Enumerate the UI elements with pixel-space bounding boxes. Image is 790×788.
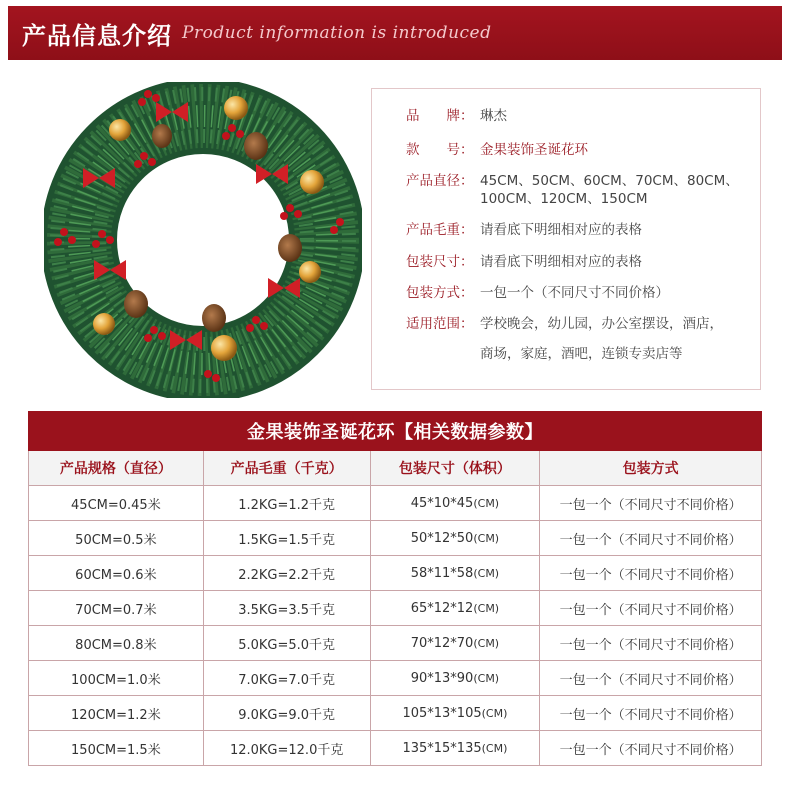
cell-pack: 一包一个（不同尺寸不同价格）: [540, 696, 762, 730]
info-value: 金果装饰圣诞花环: [480, 142, 588, 158]
cell-pack: 一包一个（不同尺寸不同价格）: [540, 731, 762, 765]
cell-spec: 150CM=1.5米: [29, 731, 204, 765]
cell-size-unit: (CM): [473, 636, 500, 650]
cell-weight: 7.0KG=7.0千克: [204, 661, 371, 695]
info-brand: [406, 107, 750, 125]
info-label: 产品直径：: [406, 173, 474, 189]
cell-size: [371, 731, 541, 765]
cell-size-value: 65*12*12: [410, 600, 474, 616]
info-label: 包装方式：: [406, 285, 474, 301]
spec-table-title: 金果装饰圣诞花环【相关数据参数】: [28, 411, 762, 451]
cell-size-unit: (CM): [473, 671, 500, 685]
header-pack: 包装方式: [540, 451, 762, 485]
info-label: [406, 345, 480, 363]
header-weight: 产品毛重（千克）: [204, 451, 371, 485]
cell-weight: 9.0KG=9.0千克: [204, 696, 371, 730]
info-usage: [406, 315, 750, 333]
cell-spec: 60CM=0.6米: [29, 556, 204, 590]
cell-size-unit: (CM): [473, 531, 500, 545]
cell-weight: 2.2KG=2.2千克: [204, 556, 371, 590]
cell-size-unit: (CM): [473, 601, 500, 615]
table-row: [28, 486, 762, 521]
cell-weight: 1.2KG=1.2千克: [204, 486, 371, 520]
header-banner: [8, 6, 782, 60]
cell-size-value: 90*13*90: [410, 670, 474, 686]
cell-size-unit: (CM): [473, 566, 500, 580]
info-model: [406, 141, 750, 159]
info-package-size: [406, 253, 750, 271]
cell-weight: 1.5KG=1.5千克: [204, 521, 371, 555]
info-value: 学校晚会，幼儿园，办公室摆设，酒店，: [480, 316, 723, 332]
info-value: 45CM、50CM、60CM、70CM、80CM、100CM、120CM、150CM: [480, 173, 739, 207]
page-title: 产品信息介绍: [22, 20, 172, 50]
info-label: 款 号：: [406, 142, 474, 158]
info-value: 一包一个（不同尺寸不同价格）: [480, 285, 669, 301]
cell-spec: 45CM=0.45米: [29, 486, 204, 520]
spec-table-header: [28, 451, 762, 486]
cell-size-unit: (CM): [481, 741, 508, 755]
table-row: [28, 696, 762, 731]
cell-size-value: 50*12*50: [410, 530, 474, 546]
cell-pack: 一包一个（不同尺寸不同价格）: [540, 591, 762, 625]
info-label: 产品毛重：: [406, 222, 474, 238]
cell-weight: 5.0KG=5.0千克: [204, 626, 371, 660]
cell-spec: 120CM=1.2米: [29, 696, 204, 730]
cell-size: [371, 626, 541, 660]
info-weight: [406, 221, 750, 239]
cell-pack: 一包一个（不同尺寸不同价格）: [540, 486, 762, 520]
cell-size-value: 105*13*105: [402, 705, 482, 721]
table-row: [28, 661, 762, 696]
cell-size: [371, 556, 541, 590]
wreath-image: [44, 82, 362, 398]
info-label: 适用范围：: [406, 316, 474, 332]
info-value: 商场，家庭，酒吧，连锁专卖店等: [480, 346, 683, 362]
cell-spec: 50CM=0.5米: [29, 521, 204, 555]
cell-spec: 80CM=0.8米: [29, 626, 204, 660]
cell-size-value: 45*10*45: [410, 495, 474, 511]
cell-size-value: 58*11*58: [410, 565, 474, 581]
table-row: [28, 591, 762, 626]
cell-weight: 3.5KG=3.5千克: [204, 591, 371, 625]
cell-weight: 12.0KG=12.0千克: [204, 731, 371, 765]
info-value: 琳杰: [480, 108, 507, 124]
header-spec: 产品规格（直径）: [29, 451, 204, 485]
cell-size-value: 135*15*135: [402, 740, 482, 756]
cell-size-value: 70*12*70: [410, 635, 474, 651]
cell-size: [371, 591, 541, 625]
cell-size: [371, 521, 541, 555]
cell-size: [371, 661, 541, 695]
cell-spec: 100CM=1.0米: [29, 661, 204, 695]
cell-size-unit: (CM): [481, 706, 508, 720]
info-label: 包装尺寸：: [406, 254, 474, 270]
cell-size-unit: (CM): [473, 496, 500, 510]
table-row: [28, 731, 762, 766]
spec-table: [28, 411, 762, 766]
table-row: [28, 521, 762, 556]
cell-spec: 70CM=0.7米: [29, 591, 204, 625]
cell-size: [371, 486, 541, 520]
cell-size: [371, 696, 541, 730]
info-package-method: [406, 284, 750, 302]
product-info-box: [371, 88, 761, 390]
spec-table-body: [28, 486, 762, 766]
info-diameter: [406, 172, 742, 208]
cell-pack: 一包一个（不同尺寸不同价格）: [540, 661, 762, 695]
info-label: 品 牌：: [406, 108, 474, 124]
page-subtitle: Product information is introduced: [182, 23, 492, 43]
cell-pack: 一包一个（不同尺寸不同价格）: [540, 521, 762, 555]
table-row: [28, 556, 762, 591]
header-size: 包装尺寸（体积）: [371, 451, 541, 485]
info-value: 请看底下明细相对应的表格: [480, 222, 642, 238]
info-value: 请看底下明细相对应的表格: [480, 254, 642, 270]
info-usage-continued: [406, 345, 750, 363]
table-row: [28, 626, 762, 661]
cell-pack: 一包一个（不同尺寸不同价格）: [540, 626, 762, 660]
cell-pack: 一包一个（不同尺寸不同价格）: [540, 556, 762, 590]
